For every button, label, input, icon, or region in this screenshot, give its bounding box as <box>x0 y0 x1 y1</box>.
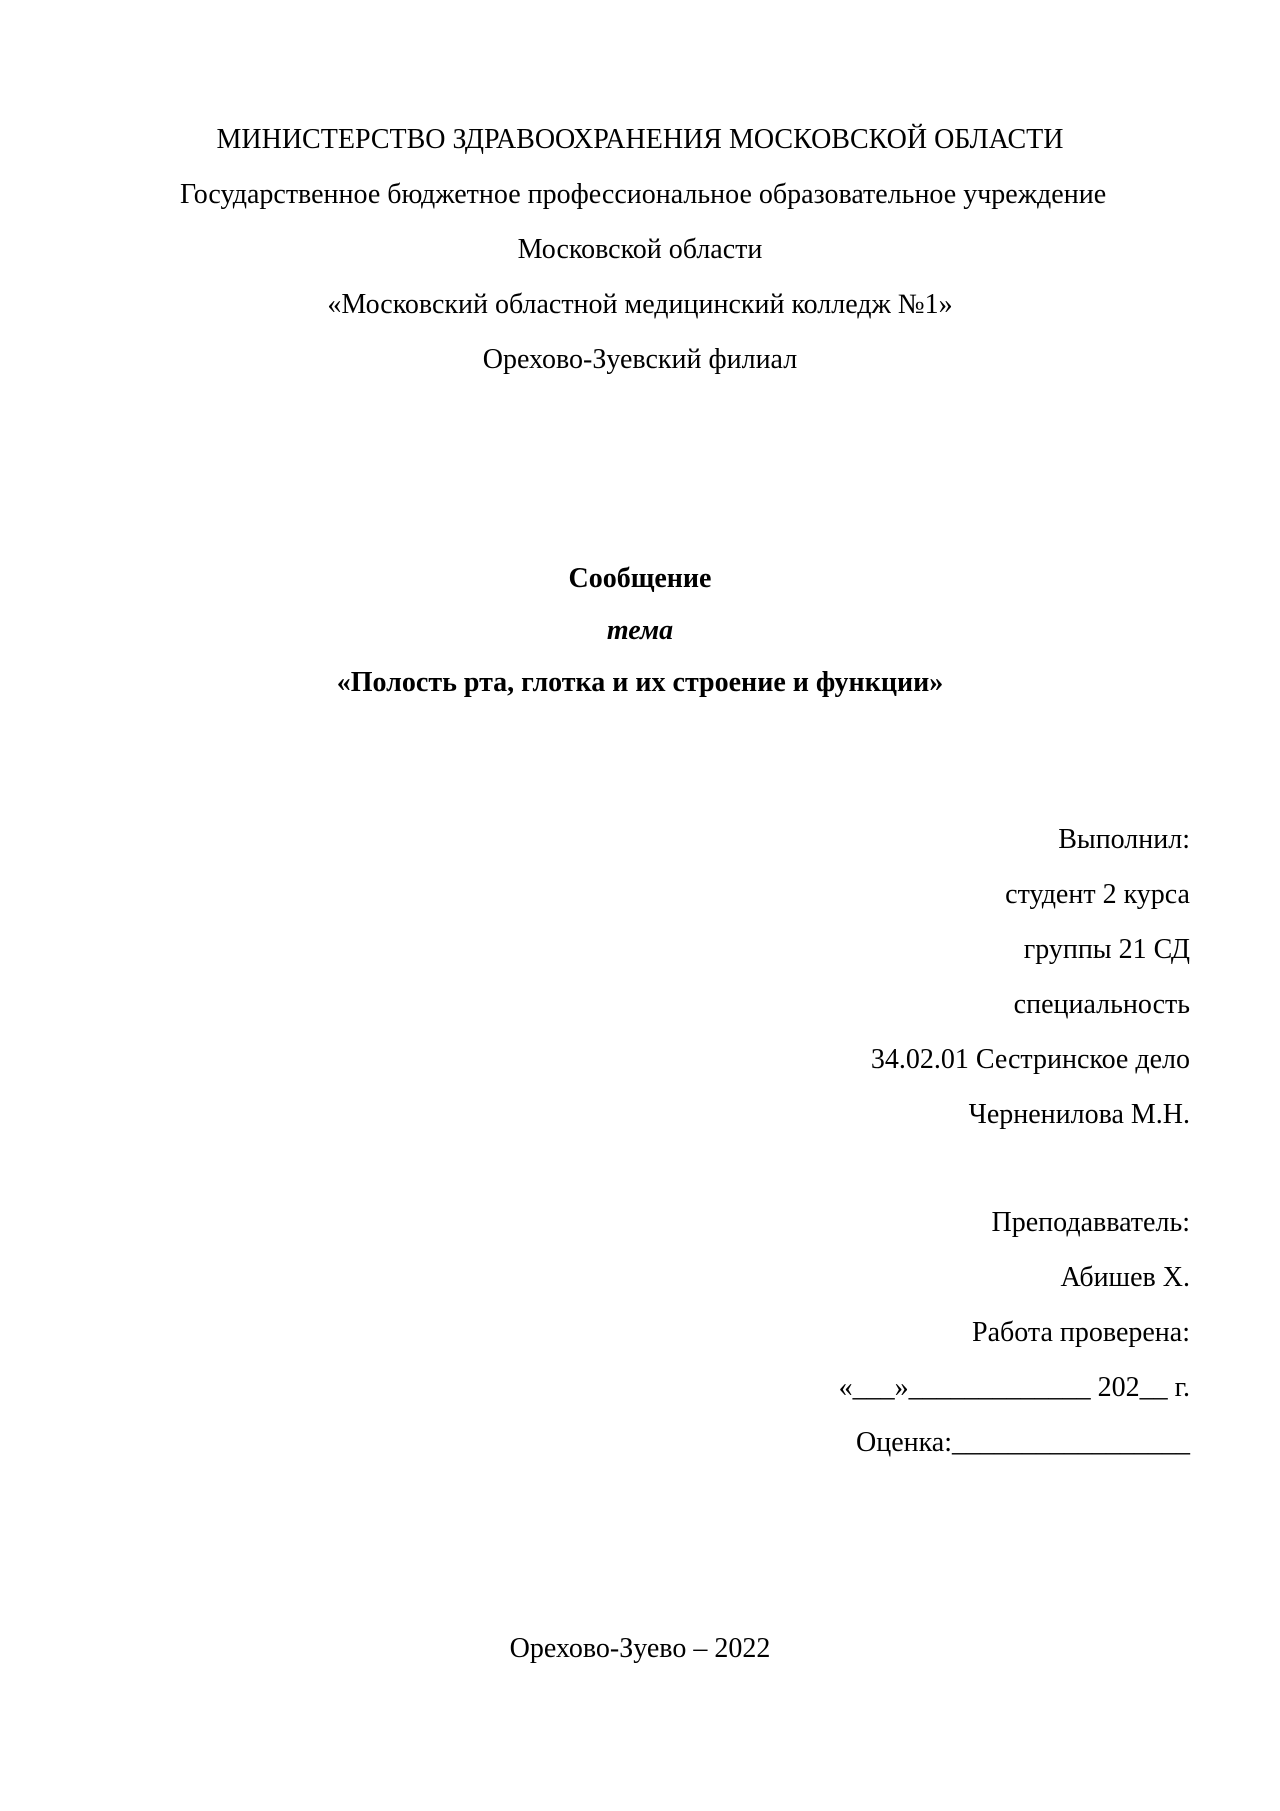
checked-label: Работа проверена: <box>972 1317 1190 1348</box>
institution-line-1: Государственное бюджетное профессиональное образовательное учреждение <box>180 179 1107 210</box>
student-name: Черненилова М.Н. <box>968 1099 1190 1130</box>
specialty-label: специальность <box>1013 989 1190 1020</box>
topic-label: тема <box>606 615 674 646</box>
institution-line-2: Московской области <box>517 234 763 265</box>
teacher-label: Преподавватель: <box>991 1207 1190 1238</box>
ministry-heading: МИНИСТЕРСТВО ЗДРАВООХРАНЕНИЯ МОСКОВСКОЙ ОБЛАСТИ <box>216 124 1064 155</box>
city-year: Орехово-Зуево – 2022 <box>509 1633 771 1664</box>
document-type: Сообщение <box>568 563 712 594</box>
branch-name: Орехово-Зуевский филиал <box>482 344 798 375</box>
grade-line: Оценка:_________________ <box>855 1427 1190 1458</box>
college-name: «Московский областной медицинский колледж №1» <box>327 289 953 320</box>
topic-title: «Полость рта, глотка и их строение и функции» <box>336 667 944 698</box>
student-group: группы 21 СД <box>1023 934 1190 965</box>
student-course: студент 2 курса <box>1005 879 1190 910</box>
teacher-name: Абишев Х. <box>1060 1262 1190 1293</box>
specialty-value: 34.02.01 Сестринское дело <box>870 1044 1190 1075</box>
performed-label: Выполнил: <box>1058 824 1190 855</box>
check-date-line: «___»_____________ 202__ г. <box>838 1372 1190 1403</box>
